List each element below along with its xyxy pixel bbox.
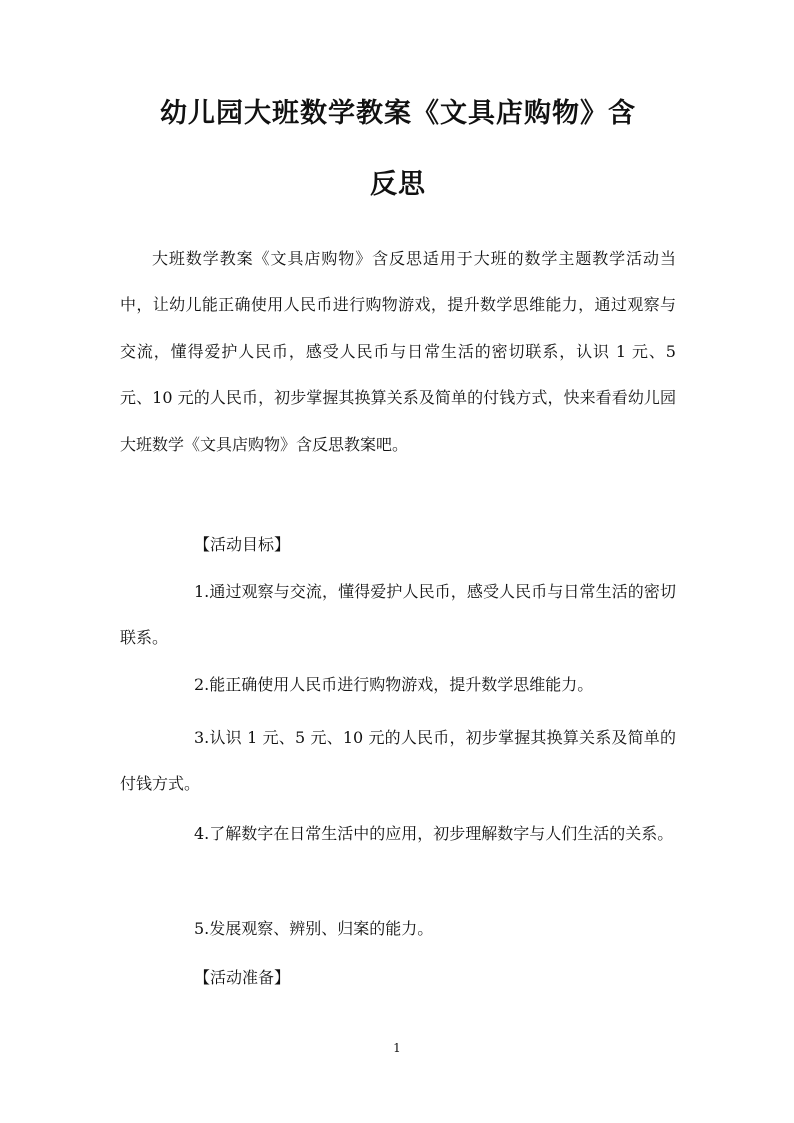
goal-item-3: 3.认识 1 元、5 元、10 元的人民币，初步掌握其换算关系及简单的付钱方式。	[120, 728, 676, 794]
goal-item-4: 4.了解数字在日常生活中的应用，初步理解数字与人们生活的关系。	[194, 824, 674, 843]
document-title-line-2: 反思	[370, 169, 426, 200]
goal-item-1: 1.通过观察与交流，懂得爱护人民币，感受人民币与日常生活的密切联系。	[120, 582, 676, 648]
document-title-line-1: 幼儿园大班数学教案《文具店购物》含	[160, 98, 636, 129]
section-heading-preparation: 【活动准备】	[194, 968, 291, 987]
page-number: 1	[393, 1041, 401, 1055]
intro-paragraph: 大班数学教案《文具店购物》含反思适用于大班的数学主题教学活动当中，让幼儿能正确使用人民币进行购物游戏，提升数学思维能力，通过观察与交流，懂得爱护人民币，感受人民币与日常生活的密切联系，认识 1 元、5 元、10 元的人民币，初步掌握其换算关系及简单的付钱方式，快来看看幼儿园大班数学《文具店购物》含反思教案吧。	[120, 249, 676, 454]
goal-item-2: 2.能正确使用人民币进行购物游戏，提升数学思维能力。	[194, 675, 594, 694]
goal-item-5: 5.发展观察、辨别、归案的能力。	[194, 919, 434, 938]
section-heading-goals: 【活动目标】	[194, 535, 291, 554]
